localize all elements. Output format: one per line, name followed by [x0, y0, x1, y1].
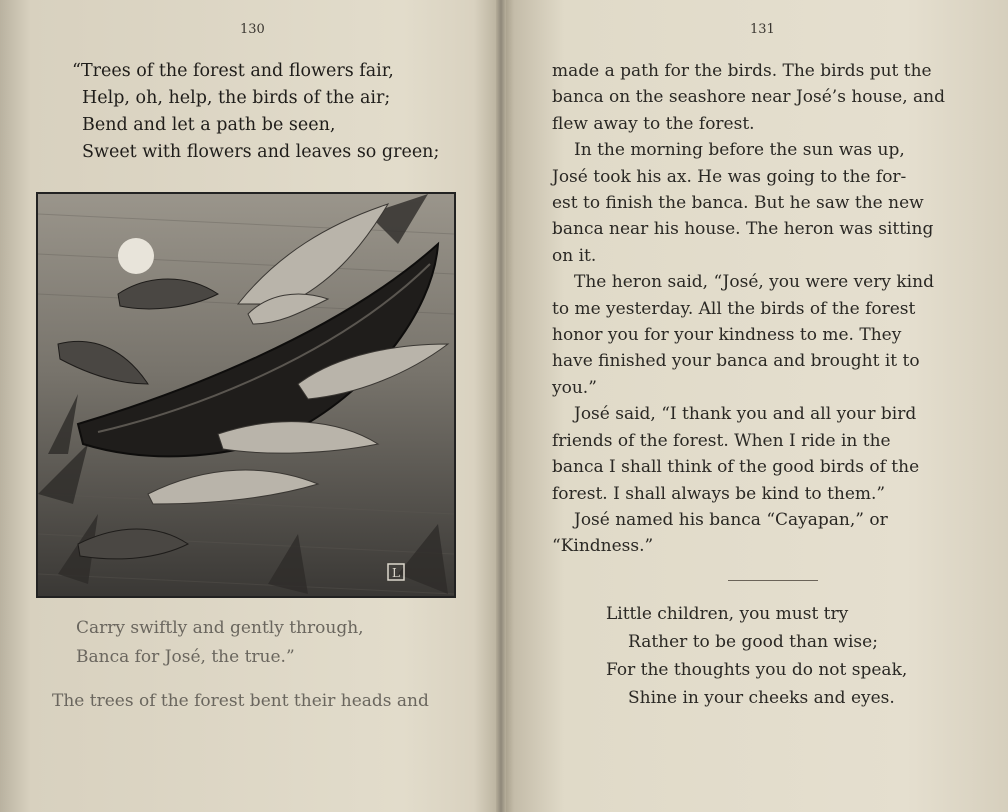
poem-line: Sweet with flowers and leaves so green; [82, 142, 440, 162]
moon [118, 238, 154, 274]
text-line: “Kindness.” [552, 536, 654, 557]
poem-line: Banca for José, the true.” [76, 647, 295, 667]
illustration-birds-carrying-banca [36, 192, 456, 598]
poem-line: Little children, you must try [606, 604, 849, 624]
text-line: friends of the forest. When I ride in the [552, 430, 891, 451]
poem-line: Shine in your cheeks and eyes. [628, 688, 895, 708]
text-line: to me yesterday. All the birds of the forest [552, 298, 916, 319]
text-line: you.” [552, 377, 597, 398]
text-line: José took his ax. He was going to the for- [552, 166, 907, 187]
poem-line: Help, oh, help, the birds of the air; [82, 88, 391, 108]
left-page [0, 0, 500, 812]
text-line: banca on the seashore near José’s house, and [552, 87, 946, 108]
text-line: José said, “I thank you and all your bird [574, 404, 917, 425]
closing-poem [606, 600, 907, 712]
text-line: banca I shall think of the good birds of the [552, 457, 920, 478]
text-line: In the morning before the sun was up, [574, 140, 905, 161]
text-line: banca near his house. The heron was sitting [552, 219, 934, 240]
right-page-body [552, 58, 945, 560]
poem-bottom [76, 614, 364, 672]
text-line: have finished your banca and brought it to [552, 351, 920, 372]
text-line: forest. I shall always be kind to them.” [552, 483, 886, 504]
page-last-line: The trees of the forest bent their heads and [52, 691, 429, 711]
text-line: flew away to the forest. [552, 113, 755, 134]
page-number-left: 130 [240, 22, 265, 37]
text-line: made a path for the birds. The birds put the [552, 61, 932, 81]
engraving-artwork [38, 194, 454, 596]
page-number-right: 131 [750, 22, 775, 37]
poem-line: Bend and let a path be seen, [82, 115, 336, 135]
poem-top [72, 58, 439, 166]
artist-monogram: L [392, 566, 400, 580]
poem-line: Rather to be good than wise; [628, 632, 878, 652]
poem-line: “Trees of the forest and flowers fair, [72, 61, 394, 81]
poem-line: For the thoughts you do not speak, [606, 660, 908, 680]
text-line: honor you for your kindness to me. They [552, 325, 902, 346]
text-line: est to finish the banca. But he saw the new [552, 193, 924, 214]
poem-line: Carry swiftly and gently through, [76, 618, 364, 638]
text-line: on it. [552, 245, 597, 266]
text-line: José named his banca “Cayapan,” or [574, 509, 888, 530]
section-divider [728, 580, 818, 581]
text-line: The heron said, “José, you were very kind [574, 272, 934, 293]
